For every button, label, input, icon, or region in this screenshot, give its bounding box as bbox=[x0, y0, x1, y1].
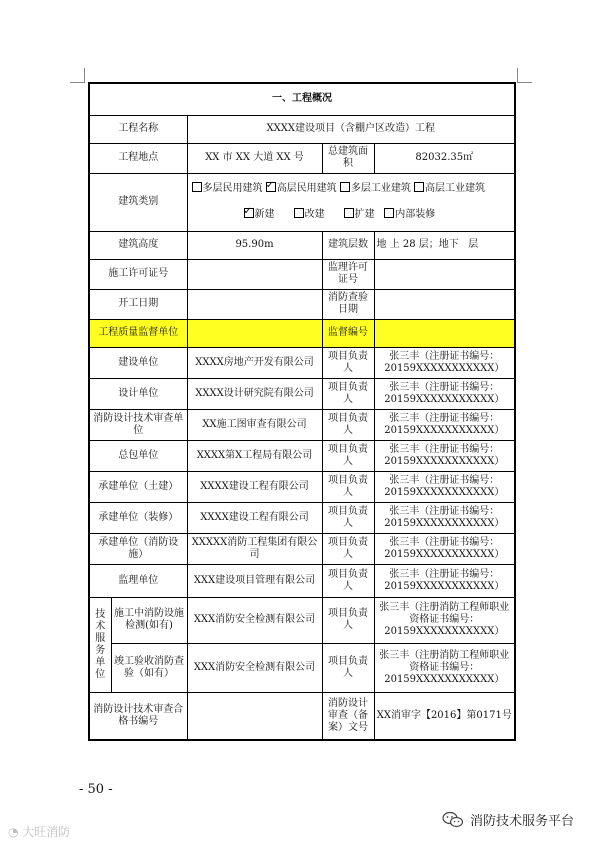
unit-person-label: 项目负责人 bbox=[322, 409, 374, 440]
unit-person: 张三丰（注册证书编号：20159XXXXXXXXXXX） bbox=[374, 564, 515, 597]
unit-person: 张三丰（注册证书编号：20159XXXXXXXXXXX） bbox=[374, 347, 515, 378]
unit-company: XXXXX消防工程集团有限公司 bbox=[187, 533, 322, 564]
unit-person: 张三丰（注册证书编号：20159XXXXXXXXXXX） bbox=[374, 533, 515, 564]
quality-supervisor-label: 工程质量监督单位 bbox=[89, 319, 187, 347]
watermark-logo-icon: ◔ bbox=[8, 825, 23, 839]
tech-service-group-label: 技术服务单位 bbox=[89, 597, 111, 692]
fire-check-date-value[interactable] bbox=[374, 289, 515, 319]
construction-type-row bbox=[192, 207, 513, 223]
certificate-value[interactable] bbox=[187, 692, 322, 740]
watermark-right bbox=[442, 810, 574, 829]
unit-company: XXXX第X工程局有限公司 bbox=[187, 440, 322, 471]
unit-company: XXXX建设工程有限公司 bbox=[187, 502, 322, 533]
checkbox-icon[interactable] bbox=[192, 182, 202, 192]
building-category-row bbox=[192, 181, 513, 197]
supervision-no-value[interactable] bbox=[374, 319, 515, 347]
section-title: 一、工程概况 bbox=[89, 83, 515, 115]
category-options bbox=[187, 173, 515, 231]
unit-person-label: 项目负责人 bbox=[322, 471, 374, 502]
doc-number-label: 消防设计审查（备案）文号 bbox=[322, 692, 374, 740]
unit-person-label: 项目负责人 bbox=[322, 533, 374, 564]
area-value: 82032.35㎡ bbox=[374, 143, 515, 173]
unit-label: 承建单位（消防设施） bbox=[89, 533, 187, 564]
construction-option: 内部装修 bbox=[395, 209, 436, 220]
wechat-icon bbox=[442, 811, 464, 829]
construction-option: 新建 bbox=[254, 209, 275, 220]
watermark-left-text: 大旺消防 bbox=[22, 825, 71, 839]
unit-company: XXX建设项目管理有限公司 bbox=[187, 564, 322, 597]
unit-person-label: 项目负责人 bbox=[322, 378, 374, 409]
start-date-value[interactable] bbox=[187, 289, 322, 319]
unit-label: 总包单位 bbox=[89, 440, 187, 471]
watermark-left bbox=[8, 823, 70, 840]
construction-option: 扩建 bbox=[354, 209, 375, 220]
crop-mark-top-left bbox=[70, 68, 85, 83]
permit-value[interactable] bbox=[187, 259, 322, 289]
doc-number-value: XX消审字【2016】第0171号 bbox=[374, 692, 515, 740]
category-option: 高层民用建筑 bbox=[276, 183, 337, 194]
supervision-permit-label: 监理许可证号 bbox=[322, 259, 374, 289]
unit-person-label: 项目负责人 bbox=[322, 564, 374, 597]
unit-person-label: 项目负责人 bbox=[322, 440, 374, 471]
height-label: 建筑高度 bbox=[89, 231, 187, 259]
watermark-right-text: 消防技术服务平台 bbox=[470, 814, 575, 829]
location-label: 工程地点 bbox=[89, 143, 187, 173]
unit-person: 张三丰（注册证书编号：20159XXXXXXXXXXX） bbox=[374, 440, 515, 471]
location-value: XX 市 XX 大道 XX 号 bbox=[187, 143, 322, 173]
tech-service-label: 施工中消防设施检测(如有) bbox=[111, 597, 187, 643]
unit-company: XXXX房地产开发有限公司 bbox=[187, 347, 322, 378]
tech-service-person: 张三丰（注册消防工程师职业资格证书编号：20159XXXXXXXXXXX） bbox=[374, 643, 515, 692]
checkbox-checked-icon[interactable] bbox=[266, 182, 276, 192]
unit-label: 建设单位 bbox=[89, 347, 187, 378]
unit-label: 承建单位（土建） bbox=[89, 471, 187, 502]
start-date-label: 开工日期 bbox=[89, 289, 187, 319]
unit-company: XXXX设计研究院有限公司 bbox=[187, 378, 322, 409]
unit-person: 张三丰（注册证书编号：20159XXXXXXXXXXX） bbox=[374, 409, 515, 440]
category-option: 高层工业建筑 bbox=[425, 183, 486, 194]
checkbox-icon[interactable] bbox=[340, 182, 350, 192]
unit-company: XX施工图审查有限公司 bbox=[187, 409, 322, 440]
tech-service-person-label: 项目负责人 bbox=[322, 597, 374, 643]
crop-mark-top-right bbox=[517, 68, 532, 83]
floors-label: 建筑层数 bbox=[322, 231, 374, 259]
project-name-label: 工程名称 bbox=[89, 115, 187, 143]
project-overview-table bbox=[88, 82, 516, 741]
floors-value: 地 上 28 层；地下 层 bbox=[374, 231, 515, 259]
unit-label: 监理单位 bbox=[89, 564, 187, 597]
unit-label: 承建单位（装修） bbox=[89, 502, 187, 533]
category-option: 多层民用建筑 bbox=[202, 183, 263, 194]
tech-service-company: XXX消防安全检测有限公司 bbox=[187, 597, 322, 643]
checkbox-icon[interactable] bbox=[414, 182, 424, 192]
unit-company: XXXX建设工程有限公司 bbox=[187, 471, 322, 502]
checkbox-icon[interactable] bbox=[294, 208, 304, 218]
unit-person: 张三丰（注册证书编号：20159XXXXXXXXXXX） bbox=[374, 502, 515, 533]
unit-person-label: 项目负责人 bbox=[322, 502, 374, 533]
supervision-no-label: 监督编号 bbox=[322, 319, 374, 347]
page-number: - 50 - bbox=[79, 782, 113, 797]
tech-service-company: XXX消防安全检测有限公司 bbox=[187, 643, 322, 692]
area-label: 总建筑面积 bbox=[322, 143, 374, 173]
quality-supervisor-value[interactable] bbox=[187, 319, 322, 347]
tech-service-person: 张三丰（注册消防工程师职业资格证书编号：20159XXXXXXXXXXX） bbox=[374, 597, 515, 643]
certificate-label: 消防设计技术审查合格书编号 bbox=[89, 692, 187, 740]
checkbox-checked-icon[interactable] bbox=[244, 208, 254, 218]
height-value: 95.90m bbox=[187, 231, 322, 259]
supervision-permit-value[interactable] bbox=[374, 259, 515, 289]
unit-label: 消防设计技术审查单位 bbox=[89, 409, 187, 440]
fire-check-date-label: 消防查验日期 bbox=[322, 289, 374, 319]
construction-option: 改建 bbox=[304, 209, 325, 220]
permit-label: 施工许可证号 bbox=[89, 259, 187, 289]
unit-label: 设计单位 bbox=[89, 378, 187, 409]
unit-person: 张三丰（注册证书编号：20159XXXXXXXXXXX） bbox=[374, 378, 515, 409]
checkbox-icon[interactable] bbox=[384, 208, 394, 218]
project-name-value: XXXX建设项目（含棚户区改造）工程 bbox=[187, 115, 515, 143]
category-option: 多层工业建筑 bbox=[350, 183, 411, 194]
checkbox-icon[interactable] bbox=[344, 208, 354, 218]
tech-service-person-label: 项目负责人 bbox=[322, 643, 374, 692]
category-label: 建筑类别 bbox=[89, 173, 187, 231]
tech-service-label: 竣工验收消防查验（如有） bbox=[111, 643, 187, 692]
unit-person-label: 项目负责人 bbox=[322, 347, 374, 378]
unit-person: 张三丰（注册证书编号：20159XXXXXXXXXXX） bbox=[374, 471, 515, 502]
